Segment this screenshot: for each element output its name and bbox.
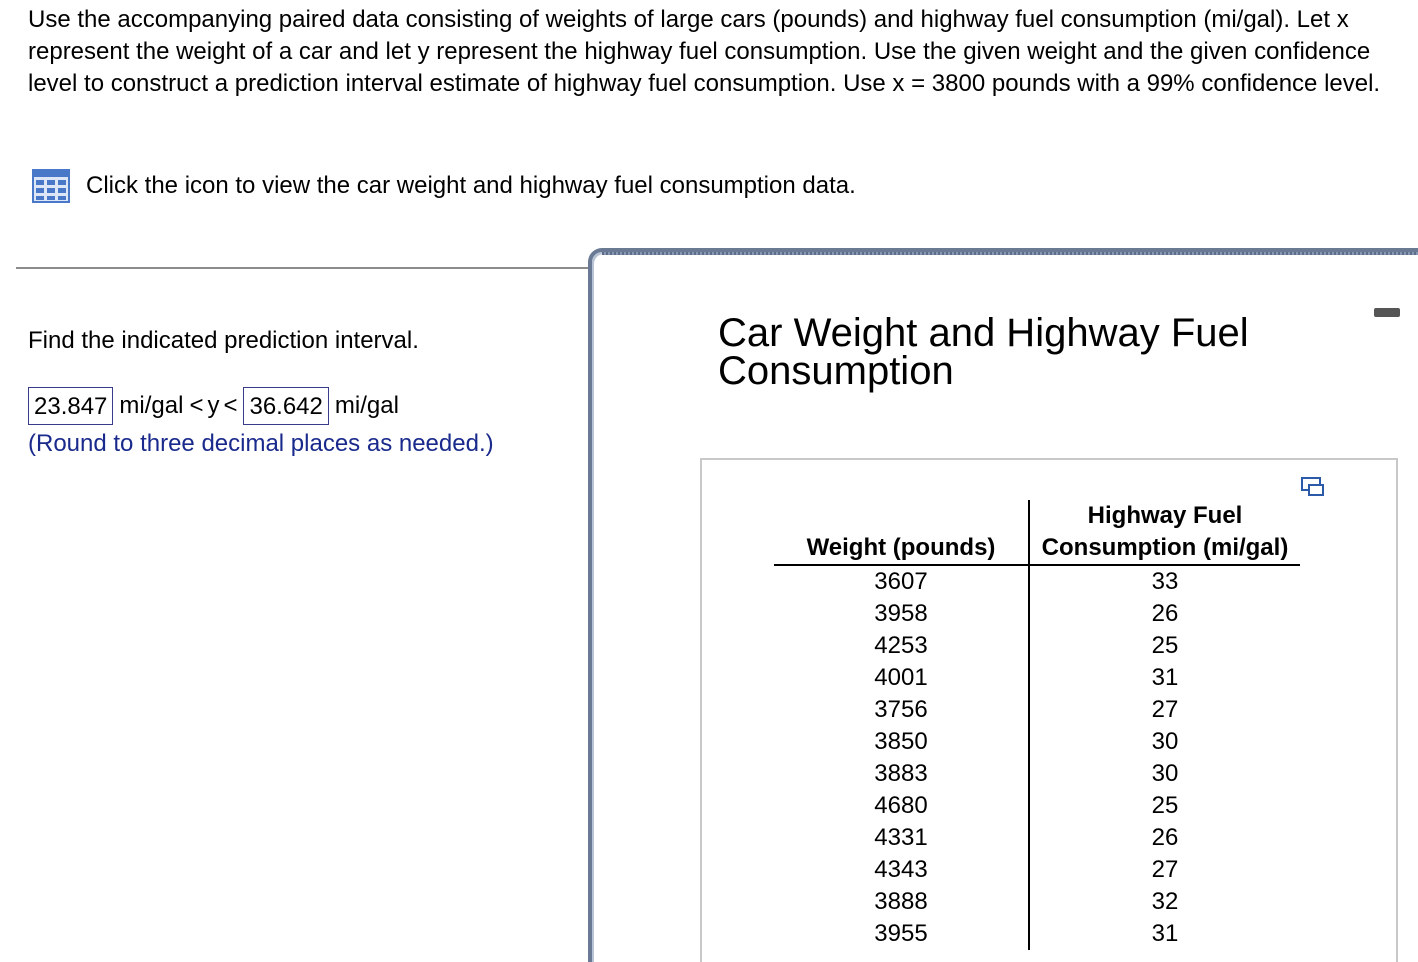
data-link-label[interactable]: Click the icon to view the car weight and highway fuel consumption data. [86,172,856,199]
weight-cell: 4343 [874,856,928,883]
weight-cell: 4331 [874,824,928,851]
weight-cell: 3756 [874,696,928,723]
less-than-2: < [223,392,238,419]
popup-title-bar[interactable] [602,252,1418,255]
answer-row [28,386,588,426]
weight-cell: 3883 [874,760,928,787]
fuel-cell: 25 [1029,790,1300,822]
variable-y: y [207,392,220,419]
weight-cell: 4680 [874,792,928,819]
data-link[interactable] [32,170,856,202]
fuel-cell: 30 [1029,726,1300,758]
fuel-cell: 26 [1029,598,1300,630]
weight-cell: 3955 [874,920,928,947]
table-row [774,630,1300,662]
weight-cell: 3607 [874,568,928,595]
table-row [774,822,1300,854]
fuel-cell: 31 [1029,918,1300,950]
fuel-cell: 30 [1029,758,1300,790]
table-row [774,790,1300,822]
weight-cell: 3958 [874,600,928,627]
table-row [774,918,1300,950]
divider [16,267,592,269]
fuel-cell: 33 [1029,565,1300,598]
data-table [774,500,1300,950]
data-popup-window [588,248,1418,962]
table-row [774,598,1300,630]
table-row [774,886,1300,918]
table-row [774,565,1300,598]
fuel-cell: 32 [1029,886,1300,918]
header-fuel-line1: Highway Fuel [1087,502,1243,529]
data-table-frame [700,458,1398,962]
fuel-cell: 26 [1029,822,1300,854]
weight-cell: 3888 [874,888,928,915]
unit-right: mi/gal [334,392,399,419]
upper-bound-input[interactable]: 36.642 [243,387,328,425]
table-header-row [774,500,1300,565]
rounding-hint: (Round to three decimal places as needed.) [28,430,494,457]
instruction-text: Find the indicated prediction interval. [28,327,419,354]
table-row [774,662,1300,694]
lower-bound-input[interactable]: 23.847 [28,387,113,425]
less-than-1: < [189,392,204,419]
weight-cell: 3850 [874,728,928,755]
fuel-cell: 27 [1029,854,1300,886]
table-row [774,758,1300,790]
answer-pane [28,322,588,460]
fuel-cell: 25 [1029,630,1300,662]
table-row [774,854,1300,886]
weight-cell: 4001 [874,664,928,691]
unit-left: mi/gal [119,392,184,419]
copy-icon[interactable] [1300,476,1326,498]
header-fuel [1029,500,1300,565]
table-grid-icon[interactable] [32,169,70,203]
table-row [774,694,1300,726]
table-row [774,726,1300,758]
weight-cell: 4253 [874,632,928,659]
header-weight: Weight (pounds) [774,500,1029,565]
question-text: Use the accompanying paired data consisting of weights of large cars (pounds) and highway fuel consumption (mi/gal). Let x represent the weight of a car and let y represent the highway fuel consumption. Use the given weight and the given confidence level to construct a prediction interval estimate of highway fuel consumption. Use x = 3800 pounds with a 99% confidence level. [28,6,1381,97]
header-fuel-line2: Consumption (mi/gal) [1041,534,1289,561]
fuel-cell: 31 [1029,662,1300,694]
fuel-cell: 27 [1029,694,1300,726]
popup-title: Car Weight and Highway Fuel Consumption [718,311,1249,393]
minimize-icon[interactable] [1374,308,1400,317]
